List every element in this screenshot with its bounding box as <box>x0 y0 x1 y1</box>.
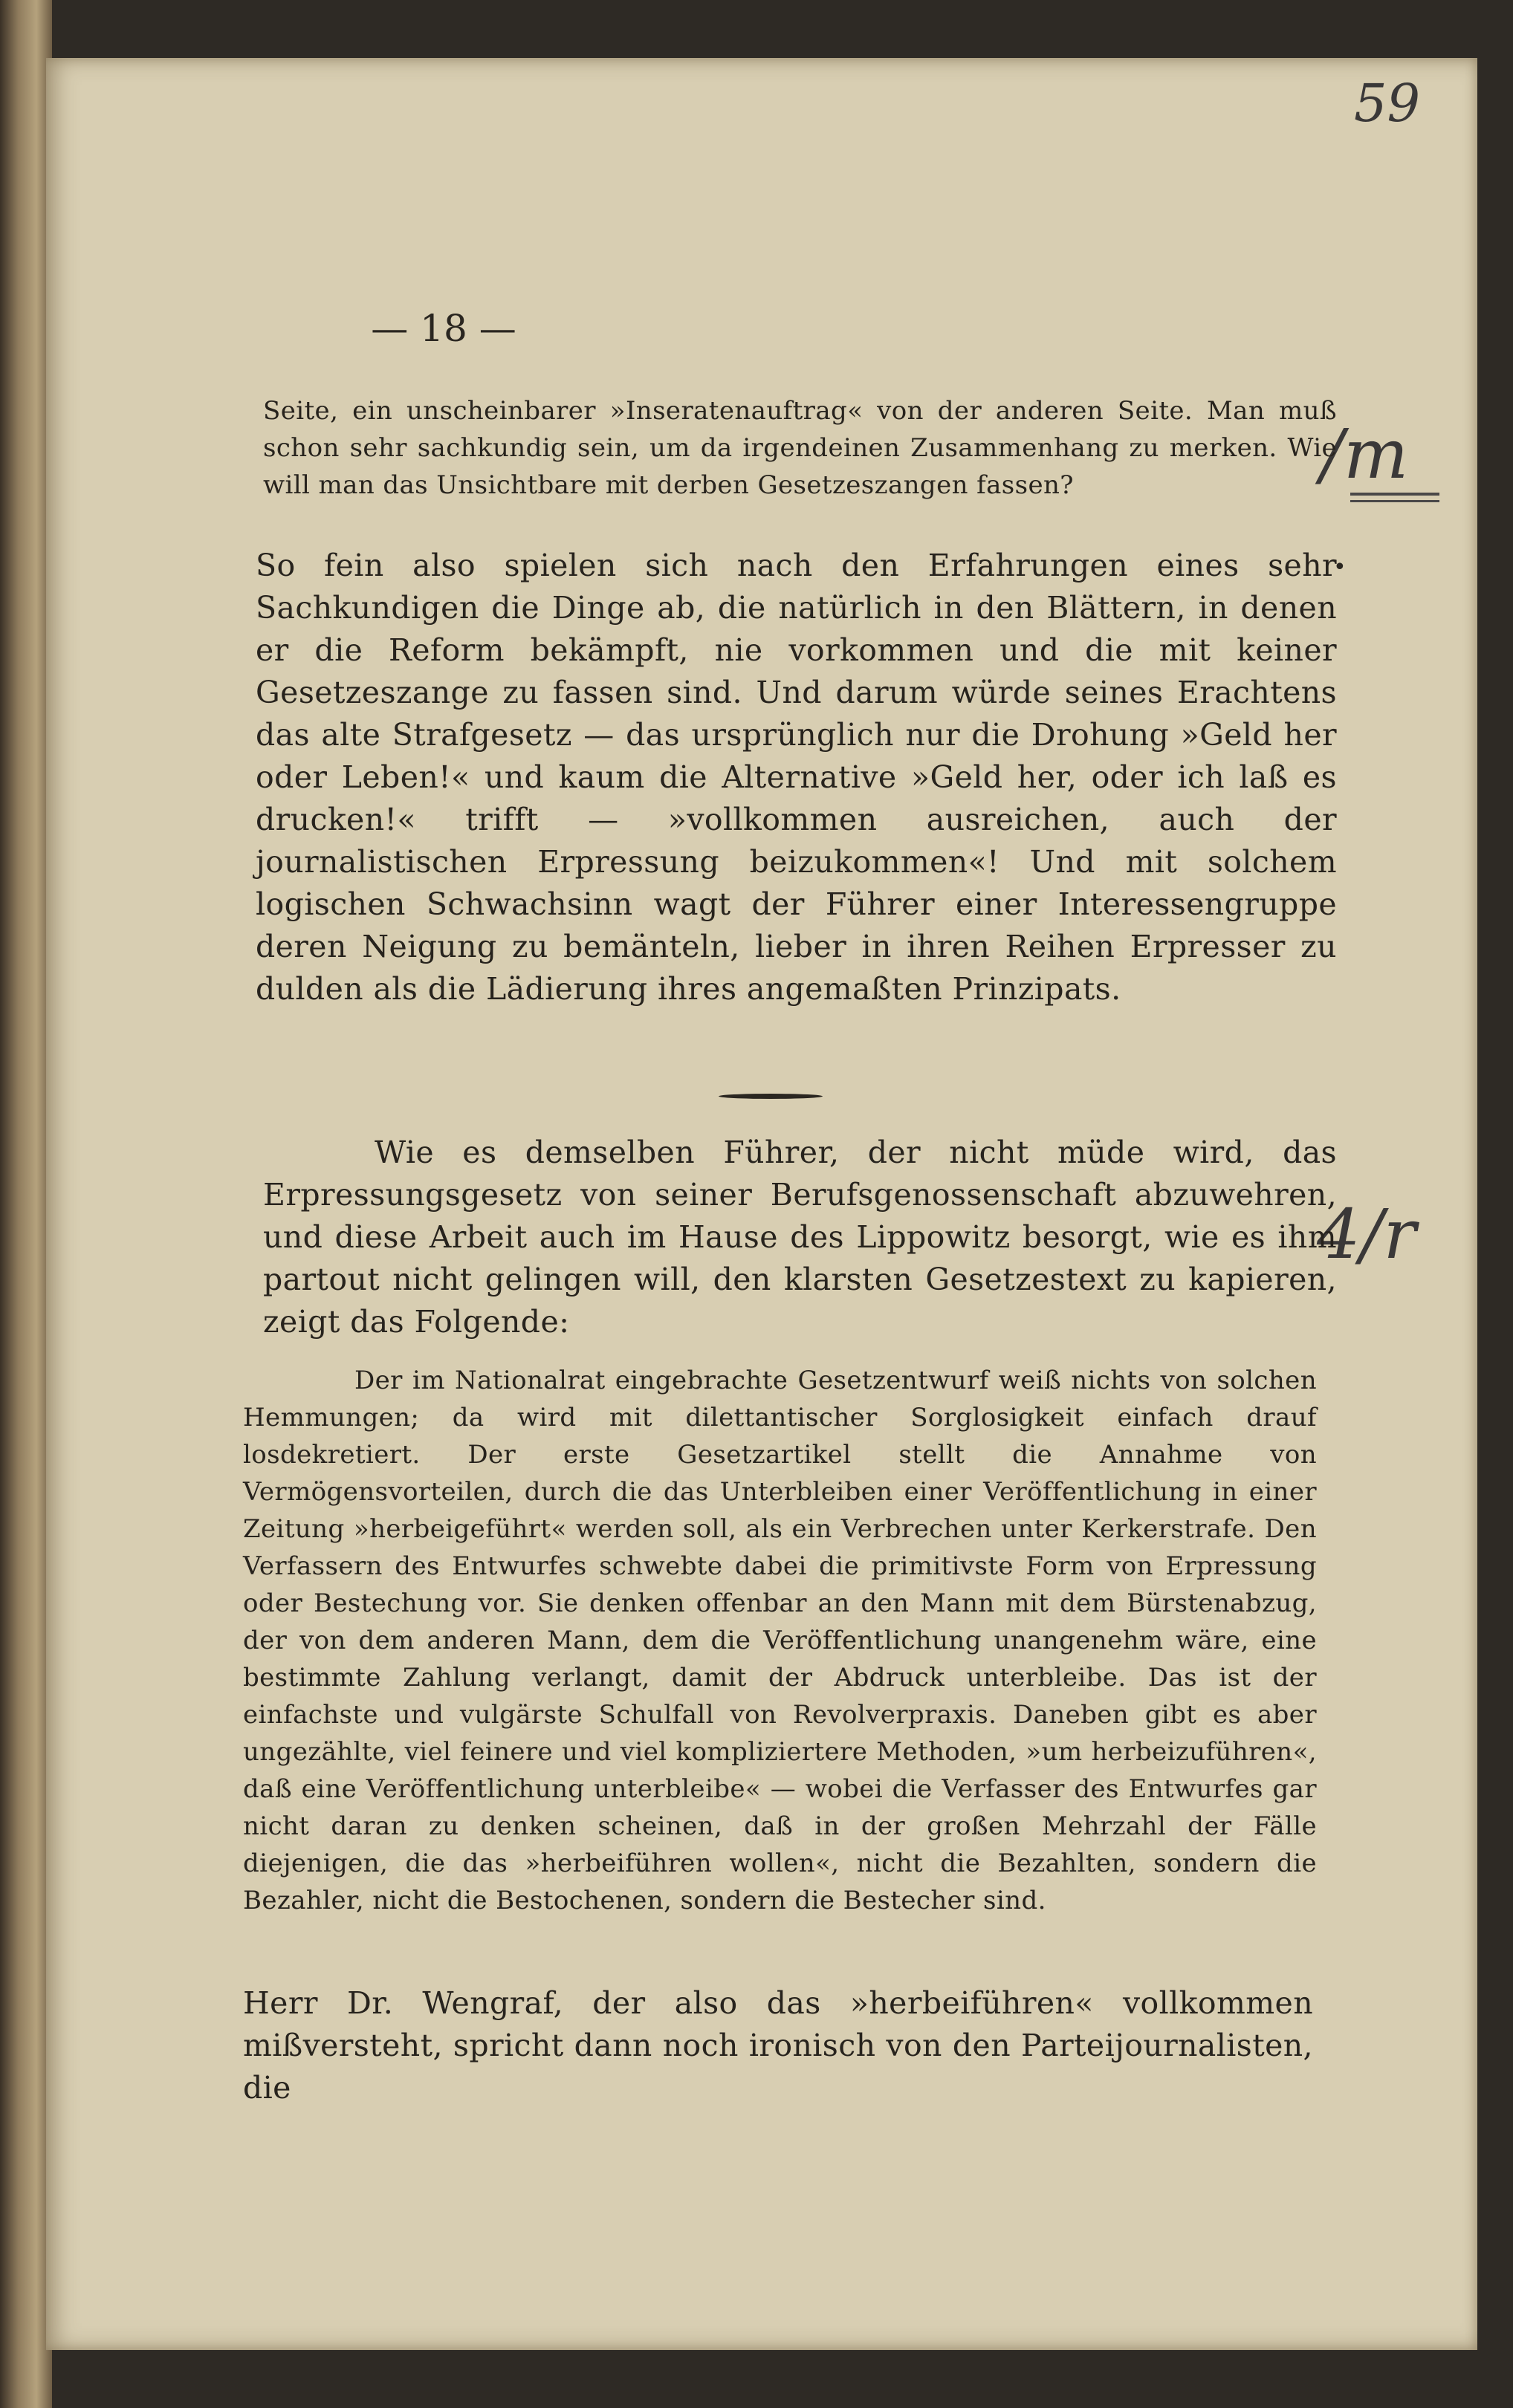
paragraph: Seite, ein unscheinbarer »Inseratenauftrag« von der anderen Seite. Man muß schon sehr sachkundig sein, um da irgendeinen Zusammenhang zu merken. Wie will man das Unsichtbare mit derben Gesetzeszangen fassen? <box>263 396 1337 500</box>
handwritten-margin-mark: /m <box>1321 415 1409 494</box>
section-divider <box>719 1094 823 1099</box>
quoted-paragraph: Der im Nationalrat eingebrachte Gesetzentwurf weiß nichts von solchen Hemmungen; da wird mit dilettantischer Sorglosigkeit einfach drauf losdekretiert. Der erste Gesetzartikel stellt die Annahme von Vermögensvorteilen, durch die das Unterbleiben einer Veröffentlichung in einer Zeitung »herbeigeführt« werden soll, als ein Verbrechen unter Kerkerstrafe. Den Verfassern des Entwurfes schwebte dabei die primitivste Form von Erpressung oder Bestechung vor. Sie denken offenbar an den Mann mit dem Bürstenabzug, der von dem anderen Mann, dem die Veröffentlichung unangenehm wäre, eine bestimmte Zahlung verlangt, damit der Abdruck unterbleibe. Das ist der einfachste und vulgärste Schulfall von Revolverpraxis. Daneben gibt es aber ungezählte, viel feinere und viel kompliziertere Methoden, »um herbeizuführen«, daß eine Veröffentlichung unterbleibe« — wobei die Verfasser des Entwurfes gar nicht daran zu denken scheinen, daß in der großen Mehrzahl der Fälle diejenigen, die das »herbeiführen wollen«, nicht die Bezahlten, sondern die Bezahler, nicht die Bestochenen, sondern die Bestecher sind. <box>243 1366 1317 1915</box>
page-number: — 18 — <box>371 307 516 350</box>
handwritten-margin-mark: 4/r <box>1317 1195 1416 1274</box>
margin-mark-underline <box>1350 493 1439 502</box>
margin-dot: • <box>1333 554 1347 580</box>
book-page <box>46 58 1477 2350</box>
previous-page-edge <box>0 0 52 2408</box>
paragraph: So fein also spielen sich nach den Erfahrungen eines sehr Sachkundigen die Dinge ab, die natürlich in den Blättern, in denen er die Reform bekämpft, nie vorkommen und die mit keiner Gesetzeszange zu fassen sind. Und darum würde seines Erachtens das alte Strafgesetz — das ursprünglich nur die Drohung »Geld her oder Leben!« und kaum die Alternative »Geld her, oder ich laß es drucken!« trifft — »vollkommen ausreichen, auch der journalistischen Erpressung beizukommen«! Und mit solchem logischen Schwachsinn wagt der Führer einer Interessengruppe deren Neigung zu bemänteln, lieber in ihren Reihen Erpresser zu dulden als die Lädierung ihres angemaßten Prinzipats. <box>256 548 1337 1007</box>
paragraph: Herr Dr. Wengraf, der also das »herbeiführen« vollkommen mißversteht, spricht dann noch ironisch von den Parteijournalisten, die <box>243 1985 1313 2106</box>
handwritten-folio-number: 59 <box>1354 73 1421 134</box>
paragraph: Wie es demselben Führer, der nicht müde wird, das Erpressungsgesetz von seiner Berufsgenossenschaft abzuwehren, und diese Arbeit auch im Hause des Lippowitz besorgt, wie es ihm partout nicht gelingen will, den klarsten Gesetzestext zu kapieren, zeigt das Folgende: <box>263 1135 1337 1340</box>
